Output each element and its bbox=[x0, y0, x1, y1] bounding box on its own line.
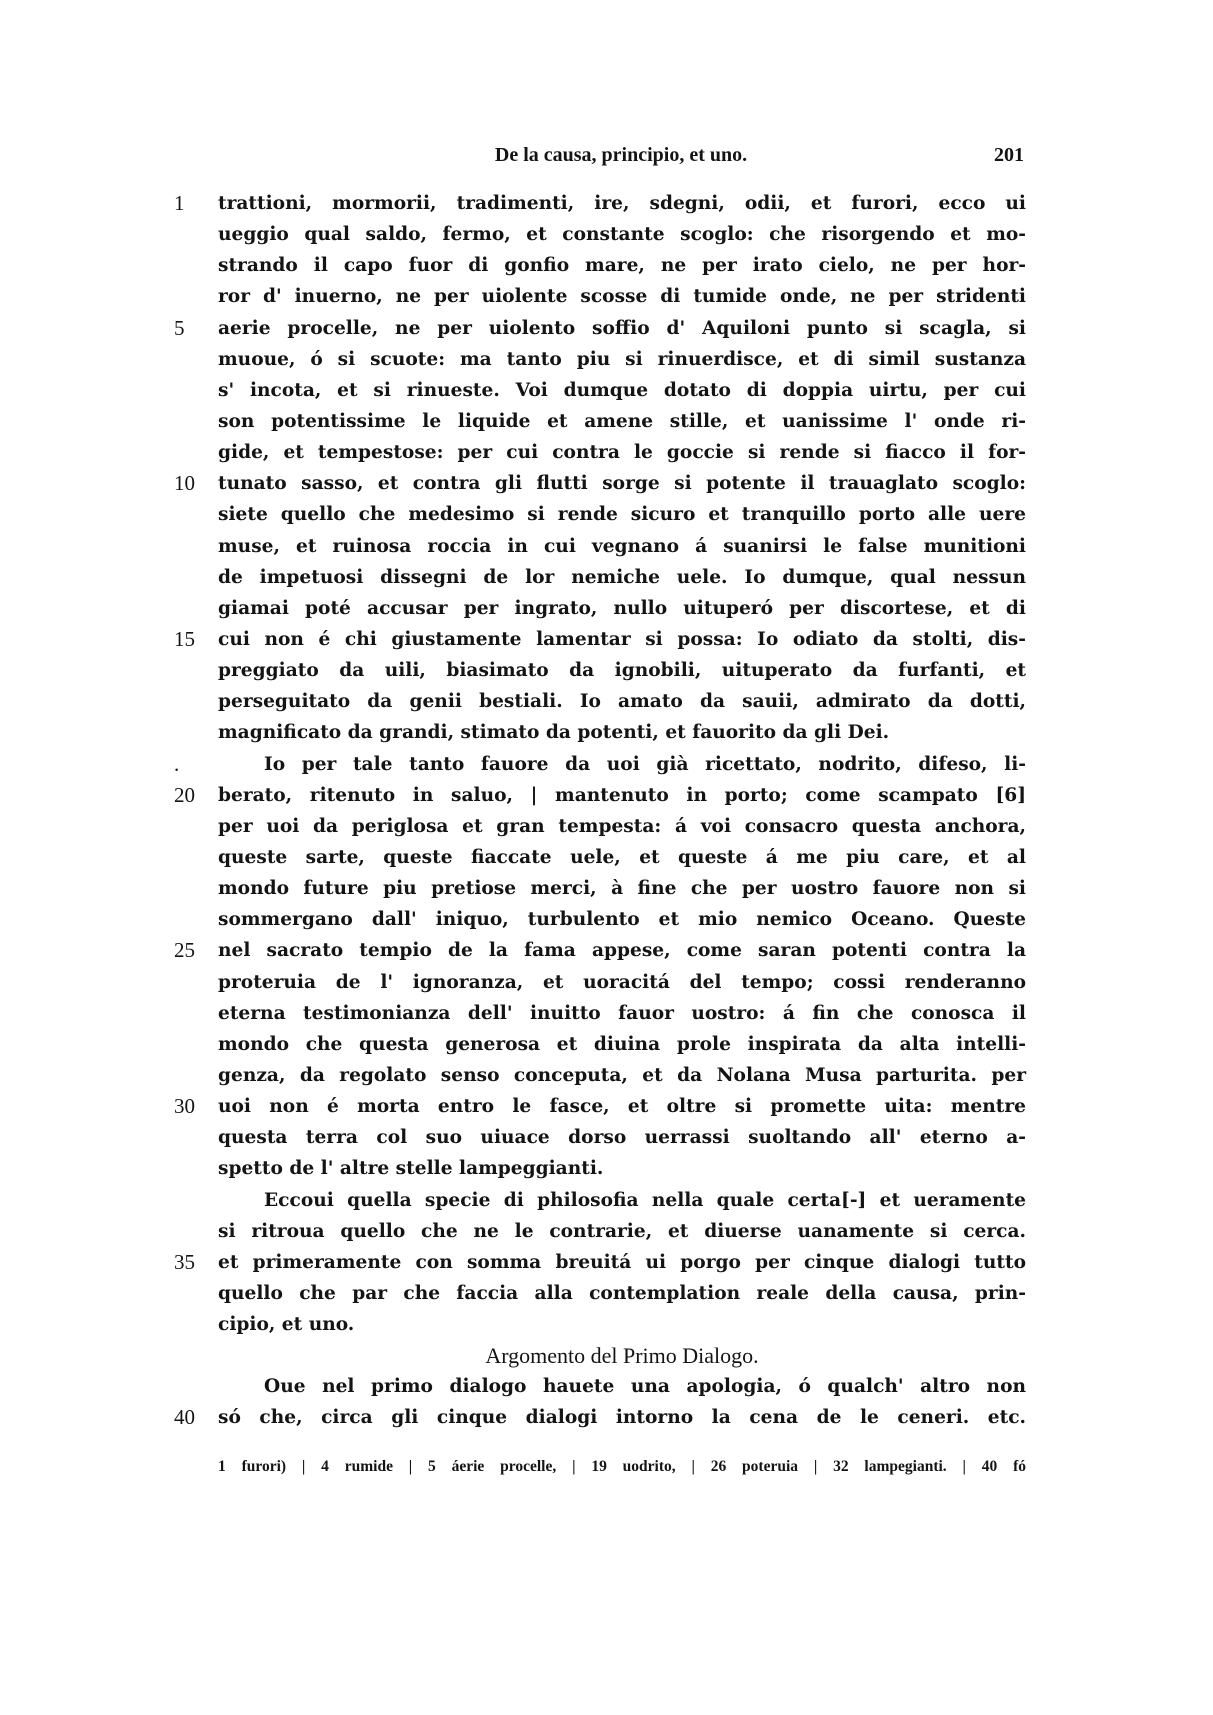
line-number: 5 bbox=[174, 315, 185, 340]
line-text: Oue nel primo dialogo hauete una apologia, ó qualch' altro non bbox=[264, 1376, 1026, 1398]
line-number: 10 bbox=[174, 471, 195, 496]
text-line bbox=[174, 437, 1026, 468]
text-line bbox=[174, 811, 1026, 842]
line-text: berato, ritenuto in saluo, | mantenuto in porto; come scampato [6] bbox=[218, 784, 1026, 806]
line-text: uoi non é morta entro le fasce, et oltre si promette uita: mentre bbox=[218, 1096, 1026, 1118]
line-text: cui non é chi giustamente lamentar si possa: Io odiato da stolti, dis- bbox=[218, 628, 1026, 650]
line-text: só che, circa gli cinque dialogi intorno la cena de le ceneri. etc. bbox=[218, 1407, 1026, 1429]
running-title: De la causa, principio, et uno. bbox=[494, 144, 748, 166]
line-text: si ritroua quello che ne le contrarie, et diuerse uanamente si cerca. bbox=[218, 1220, 1026, 1242]
text-line bbox=[174, 219, 1026, 250]
text-line bbox=[174, 624, 1026, 655]
text-line bbox=[174, 1122, 1026, 1153]
text-line bbox=[174, 1402, 1026, 1433]
text-line bbox=[174, 531, 1026, 562]
line-text: quello che par che faccia alla contemplation reale della causa, prin- bbox=[218, 1282, 1026, 1304]
text-line bbox=[174, 686, 1026, 717]
line-text: siete quello che medesimo si rende sicuro et tranquillo porto alle uere bbox=[218, 504, 1026, 526]
line-text: mondo che questa generosa et diuina prole inspirata da alta intelli- bbox=[218, 1033, 1026, 1055]
line-text: per uoi da periglosa et gran tempesta: á voi consacro questa anchora, bbox=[218, 815, 1026, 837]
line-number: 15 bbox=[174, 626, 195, 651]
text-line bbox=[174, 313, 1026, 344]
line-text: et primeramente con somma breuitá ui porgo per cinque dialogi tutto bbox=[218, 1251, 1026, 1273]
line-text: preggiato da uili, biasimato da ignobili, uituperato da furfanti, et bbox=[218, 660, 1026, 682]
text-line bbox=[174, 842, 1026, 873]
text-line bbox=[174, 998, 1026, 1029]
line-text: spetto de l' altre stelle lampeggianti. bbox=[218, 1158, 604, 1180]
line-text: Io per tale tanto fauore da uoi già ricettato, nodrito, difeso, li- bbox=[264, 753, 1026, 775]
line-text: mondo future piu pretiose merci, à fine che per uostro fauore non si bbox=[218, 878, 1026, 900]
line-number: 25 bbox=[174, 938, 195, 963]
main-text bbox=[174, 188, 1026, 1434]
text-line bbox=[174, 717, 1026, 748]
line-text: cipio, et uno. bbox=[218, 1314, 355, 1336]
line-text: Eccoui quella specie di philosofia nella quale certa[-] et ueramente bbox=[264, 1189, 1026, 1211]
line-number: 40 bbox=[174, 1405, 195, 1430]
text-line bbox=[174, 499, 1026, 530]
line-text: muoue, ó si scuote: ma tanto piu si rinuerdisce, et di simil sustanza bbox=[218, 348, 1026, 370]
text-line bbox=[174, 749, 1026, 780]
text-line bbox=[174, 593, 1026, 624]
text-line bbox=[174, 406, 1026, 437]
text-line bbox=[174, 873, 1026, 904]
line-number: 35 bbox=[174, 1249, 195, 1274]
running-head bbox=[218, 144, 1024, 174]
text-line bbox=[174, 1371, 1026, 1402]
critical-apparatus: 1 furori) | 4 rumide | 5 áerie procelle, | 19 uodrito, | 26 poteruia | 32 lampegianti. | 40 fó bbox=[218, 1458, 1026, 1475]
line-text: strando il capo fuor di gonfio mare, ne per irato cielo, ne per hor- bbox=[218, 255, 1026, 277]
line-text: son potentissime le liquide et amene stille, et uanissime l' onde ri- bbox=[218, 410, 1026, 432]
section-heading: Argomento del Primo Dialogo. bbox=[485, 1343, 759, 1369]
line-text: ueggio qual saldo, fermo, et constante scoglo: che risorgendo et mo- bbox=[218, 224, 1026, 246]
text-line bbox=[174, 1060, 1026, 1091]
text-line bbox=[174, 780, 1026, 811]
line-text: proteruia de l' ignoranza, et uoracitá del tempo; cossi renderanno bbox=[218, 971, 1026, 993]
text-line bbox=[174, 1340, 1026, 1371]
text-line bbox=[174, 655, 1026, 686]
line-text: aerie procelle, ne per uiolento soffio d' Aquiloni punto si scagla, si bbox=[218, 317, 1026, 339]
text-line bbox=[174, 188, 1026, 219]
line-text: muse, et ruinosa roccia in cui vegnano á suanirsi le false munitioni bbox=[218, 535, 1026, 557]
text-line bbox=[174, 562, 1026, 593]
line-text: genza, da regolato senso conceputa, et da Nolana Musa parturita. per bbox=[218, 1064, 1026, 1086]
text-line bbox=[174, 250, 1026, 281]
line-text: magnificato da grandi, stimato da potenti, et fauorito da gli Dei. bbox=[218, 722, 890, 744]
line-text: eterna testimonianza dell' inuitto fauor uostro: á fin che conosca il bbox=[218, 1002, 1026, 1024]
line-text: questa terra col suo uiuace dorso uerrassi suoltando all' eterno a- bbox=[218, 1127, 1026, 1149]
line-text: queste sarte, queste fiaccate uele, et queste á me piu care, et al bbox=[218, 846, 1026, 868]
line-text: sommergano dall' iniquo, turbulento et mio nemico Oceano. Queste bbox=[218, 909, 1026, 931]
text-line bbox=[174, 1278, 1026, 1309]
page-number: 201 bbox=[994, 144, 1024, 166]
line-text: trattioni, mormorii, tradimenti, ire, sdegni, odii, et furori, ecco ui bbox=[218, 193, 1026, 214]
text-line bbox=[174, 468, 1026, 499]
line-text: ror d' inuerno, ne per uiolente scosse di tumide onde, ne per stridenti bbox=[218, 286, 1026, 308]
text-line bbox=[174, 1309, 1026, 1340]
line-number: 20 bbox=[174, 782, 195, 807]
text-line bbox=[174, 281, 1026, 312]
line-number: 1 bbox=[174, 191, 185, 215]
text-line bbox=[174, 1153, 1026, 1184]
text-line bbox=[174, 967, 1026, 998]
line-number: . bbox=[174, 751, 180, 776]
line-text: giamai poté accusar per ingrato, nullo uituperó per discortese, et di bbox=[218, 597, 1026, 619]
text-line bbox=[174, 1216, 1026, 1247]
text-line bbox=[174, 1029, 1026, 1060]
line-text: de impetuosi dissegni de lor nemiche uele. Io dumque, qual nessun bbox=[218, 566, 1026, 588]
line-text: perseguitato da genii bestiali. Io amato da sauii, admirato da dotti, bbox=[218, 691, 1026, 713]
text-line bbox=[174, 1091, 1026, 1122]
line-text: gide, et tempestose: per cui contra le goccie si rende si fiacco il for- bbox=[218, 442, 1026, 464]
line-text: s' incota, et si rinueste. Voi dumque dotato di doppia uirtu, per cui bbox=[218, 379, 1026, 401]
text-line bbox=[174, 904, 1026, 935]
line-text: nel sacrato tempio de la fama appese, come saran potenti contra la bbox=[218, 940, 1026, 962]
line-number: 30 bbox=[174, 1094, 195, 1119]
text-line bbox=[174, 1185, 1026, 1216]
text-line bbox=[174, 375, 1026, 406]
line-text: tunato sasso, et contra gli flutti sorge si potente il trauaglato scoglo: bbox=[218, 473, 1026, 495]
text-line bbox=[174, 344, 1026, 375]
text-line bbox=[174, 935, 1026, 966]
text-line bbox=[174, 1247, 1026, 1278]
